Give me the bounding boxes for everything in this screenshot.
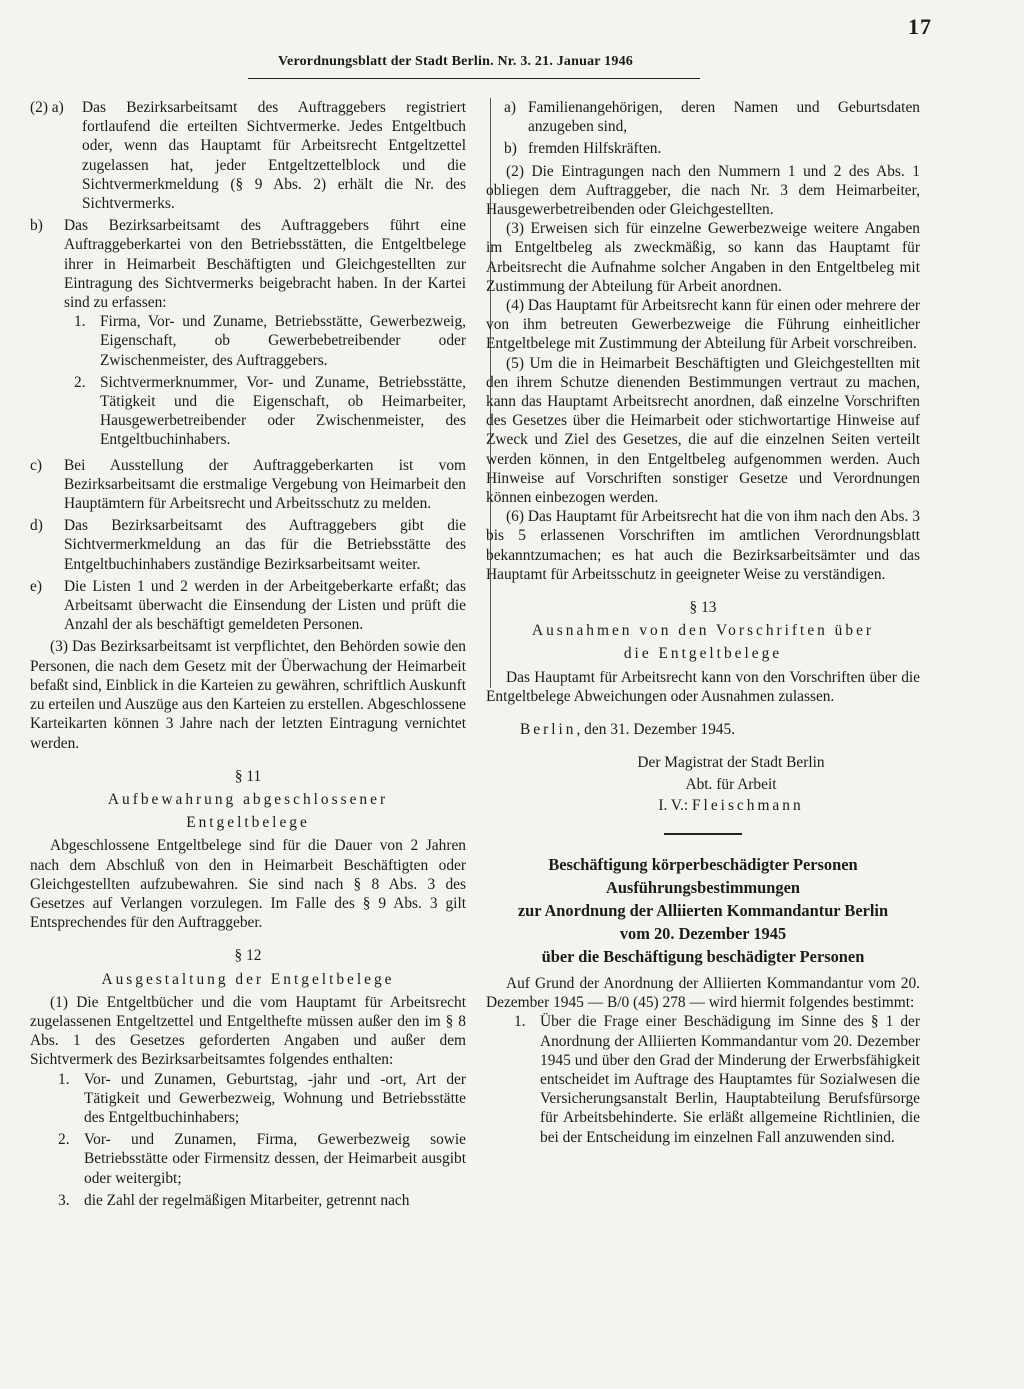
list-item (58, 1191, 466, 1210)
item-text: fremden Hilfskräften. (528, 140, 662, 158)
item-label: 3. (58, 1191, 70, 1209)
signature-signer (542, 796, 920, 815)
clause-2a (30, 98, 466, 213)
running-head: Verordnungsblatt der Stadt Berlin. Nr. 3. 21. Januar 1946 (278, 54, 633, 69)
section-12-number: § 12 (234, 947, 262, 965)
item-label: 1. (58, 1070, 70, 1088)
section-13-heading-line-1: Ausnahmen von den Vorschriften über (531, 622, 875, 640)
list-item (504, 98, 920, 136)
item-text: Vor- und Zunamen, Geburtstag, -jahr und -ort, Art der Tätigkeit und Gewerbezweig, Wohnung und Betriebsstätte des Entgeltbuchinhabers; (84, 1070, 466, 1126)
clause-label: e) (30, 577, 42, 595)
date: , den 31. Dezember 1945. (576, 721, 736, 739)
section-12-heading: Ausgestaltung der Entgeltbelege (101, 970, 395, 988)
item-text: Über die Frage einer Beschädigung im Sinne des § 1 der Anordnung der Alliierten Kommandantur vom 20. Dezember 1945 und über den Grad der Minderung der Erwerbsfähigkeit entscheidet im Auftrage des Hauptamtes für Sozialwesen die Versicherungsanstalt Berlin, Hauptabteilung Berufsfürsorge für Arbeitsbehinderte. Sie erläßt allgemeine Richtlinien, die bei der Entscheidung im einzelnen Fall anzuwenden sind. (540, 1013, 920, 1146)
list-item (58, 1130, 466, 1188)
paragraph-3: (3) Erweisen sich für einzelne Gewerbezweige weitere Angaben im Entgeltbeleg als zweckmäßig, so kann das Hauptamt für Arbeitsrecht die Aufnahme solcher Angaben in den Entgeltbeleg mit Zustimmung der Abteilung für Arbeit anordnen. (486, 220, 920, 295)
item-label: a) (504, 99, 516, 116)
clause-text: Das Bezirksarbeitsamt des Auftraggebers gibt die Sichtvermerkmeldung an das für die Betriebsstätte des Entgeltbuchinhabers zuständige Bezirksarbeitsamt weiter. (64, 517, 466, 573)
list-item (74, 373, 466, 450)
clause-label: c) (30, 456, 42, 474)
title-line-4: vom 20. Dezember 1945 (619, 923, 787, 943)
signer-name: Fleischmann (692, 796, 804, 814)
page-number: 17 (908, 14, 932, 39)
item-label: 2. (58, 1131, 70, 1149)
paragraph-5: (5) Um die in Heimarbeit Beschäftigten und Gleichgestellten mit den ihrem Schutze dienenden Bestimmungen vertraut zu machen, kann das Hauptamt Arbeitsrecht anordnen, daß einzelne Vorschriften des Gesetzes über die Heimarbeit oder stichwortartige Hinweise auf Zweck und Ziel des Gesetzes, die auf die einzelnen Seiten verteilt werden können, in den Entgeltbeleg aufgenommen werden. Auch Hinweise auf Vorschriften sonstiger Gesetze und Verordnungen können einbezogen werden. (486, 354, 920, 507)
section-13-text: Das Hauptamt für Arbeitsrecht kann von den Vorschriften über die Entgeltbelege Abweichungen oder Ausnahmen zulassen. (486, 668, 920, 705)
section-11-heading-line-1: Aufbewahrung abgeschlossener (107, 790, 389, 808)
document-title (486, 853, 920, 968)
item-text: Sichtvermerknummer, Vor- und Zuname, Betriebsstätte, Tätigkeit und die Eigenschaft, ob Heimarbeiter, Hausgewerbetreibender oder Zwischenmeister, des Entgeltbuchinhabers. (100, 373, 466, 449)
subitem-list (504, 98, 920, 159)
clause-text: Das Bezirksarbeitsamt des Auftraggebers führt eine Auftraggeberkartei von den Betriebsstätten, die Entgeltbelege ihrer in Heimarbeit Beschäftigten und Gleichgestellten zur Eintragung des Sichtvermerks beigebracht haben. In der Kartei sind zu erfassen: (64, 217, 466, 312)
signature-authority: Der Magistrat der Stadt Berlin (637, 754, 825, 772)
clause-2d (30, 516, 466, 574)
section-divider (664, 833, 742, 835)
signature-department: Abt. für Arbeit (685, 775, 777, 793)
section-13-number: § 13 (689, 599, 717, 617)
item-text: Firma, Vor- und Zuname, Betriebsstätte, Gewerbezweig, Eigenschaft, ob Gewerbebetreibender oder Zwischenmeister, des Auftraggebers. (100, 313, 466, 369)
item-label: 1. (514, 1013, 526, 1031)
title-line-1: Beschäftigung körperbeschädigter Personen (548, 854, 858, 874)
section-11-number: § 11 (234, 767, 262, 785)
section-11-heading-line-2: Entgeltbelege (186, 814, 310, 832)
item-label: b) (504, 140, 517, 158)
left-column (30, 98, 466, 1213)
paragraph-6: (6) Das Hauptamt für Arbeitsrecht hat die von ihm nach den Abs. 3 bis 5 erlassenen Vorschriften im amtlichen Verordnungsblatt bekanntzumachen; es hat auch die Bezirksarbeitsämter und das Hauptamt für Arbeitsschutz in geeigneter Weise zu verständigen. (486, 508, 920, 583)
title-line-2: Ausführungsbestimmungen (605, 877, 800, 897)
clause-text: Das Bezirksarbeitsamt des Auftraggebers registriert fortlaufend die erteilten Sichtvermerke. Jedes Entgeltbuch oder, wenn das Hauptamt für Arbeitsrecht Entgeltzettel zugelassen hat, jeder Entgeltzettelblock und die Sichtvermerkmeldung (§ 9 Abs. 2) erhält die Nr. des Sichtvermerks. (82, 99, 466, 213)
list-item (58, 1070, 466, 1128)
title-line-3: zur Anordnung der Alliierten Kommandantur Berlin (517, 900, 889, 920)
item-label: 2. (74, 373, 86, 391)
signature-block (542, 753, 920, 815)
clause-label: (2) a) (30, 99, 64, 116)
section-13-heading-line-2: die Entgeltbelege (623, 645, 783, 663)
item-text: Vor- und Zunamen, Firma, Gewerbezweig sowie Betriebsstätte oder Firmensitz dessen, der Heimarbeit ausgibt oder weitergibt; (84, 1131, 466, 1187)
item-text: Familienangehörigen, deren Namen und Geburtsdaten anzugeben sind, (528, 99, 920, 136)
intro-paragraph: Auf Grund der Anordnung der Alliierten Kommandantur vom 20. Dezember 1945 — B/0 (45) 278 — wird hiermit folgendes bestimmt: (486, 974, 920, 1012)
list-item (504, 139, 920, 158)
signer-prefix: I. V.: (658, 796, 692, 814)
place: Berlin (520, 721, 577, 739)
clause-2e (30, 577, 466, 635)
section-12-paragraph-1: (1) Die Entgeltbücher und die vom Hauptamt für Arbeitsrecht zugelassenen Entgeltzettel und Entgelthefte müssen außer den im § 8 Abs. 1 des Gesetzes geforderten Angaben und außer dem Sichtvermerk des Bezirksarbeitsamtes folgendes enthalten: (30, 993, 466, 1069)
item-text: die Zahl der regelmäßigen Mitarbeiter, getrennt nach (84, 1191, 410, 1209)
list-item (74, 312, 466, 370)
header-rule (248, 78, 700, 79)
right-column (486, 98, 920, 1150)
clause-text: Bei Ausstellung der Auftraggeberkarten ist vom Bezirksarbeitsamt die erstmalige Vergebung von Heimarbeit den Hauptämtern für Arbeitsrecht und Arbeitsschutz zu melden. (64, 456, 466, 513)
item-label: 1. (74, 313, 86, 331)
list-item (514, 1012, 920, 1146)
clause-text: Die Listen 1 und 2 werden in der Arbeitgeberkarte erfaßt; das Arbeitsamt überwacht die Einsendung der Listen und prüft die Anzahl der als beschäftigt gemeldeten Personen. (64, 577, 466, 634)
place-date (520, 720, 920, 739)
clause-label: b) (30, 217, 43, 235)
section-11-text: Abgeschlossene Entgeltbelege sind für die Dauer von 2 Jahren nach dem Abschluß von den in Heimarbeit Beschäftigten oder Gleichgestellten aufzubewahren. Sie sind nach § 8 Abs. 3 des Gesetzes auf Verlangen vorzulegen. Im Falle des § 9 Abs. 3 gilt Entsprechendes für den Auftraggeber. (30, 837, 466, 932)
clause-2c (30, 456, 466, 514)
clause-2b (30, 216, 466, 452)
title-line-5: über die Beschäftigung beschädigter Personen (541, 946, 865, 966)
clause-label: d) (30, 517, 43, 535)
paragraph-3: (3) Das Bezirksarbeitsamt ist verpflichtet, den Behörden sowie den Personen, die nach dem Gesetz mit der Überwachung der Heimarbeit befaßt sind, Einblick in die Karteien zu gewähren, schriftlich Auskunft zu erteilen und Auszüge aus den Karteien zu erstellen. Abgeschlossene Karteikarten können 3 Jahre nach der letzten Eintragung vernichtet werden. (30, 638, 466, 752)
paragraph-2: (2) Die Eintragungen nach den Nummern 1 und 2 des Abs. 1 obliegen dem Auftraggeber, die nach Nr. 3 dem Heimarbeiter, Hausgewerbetreibenden oder Gleichgestellten. (486, 162, 920, 219)
paragraph-4: (4) Das Hauptamt für Arbeitsrecht kann für einen oder mehrere der von ihm betreuten Gewerbezweige die Führung einheitlicher Entgeltbelege mit Zustimmung der Abteilung für Arbeit vorschreiben. (486, 297, 920, 353)
